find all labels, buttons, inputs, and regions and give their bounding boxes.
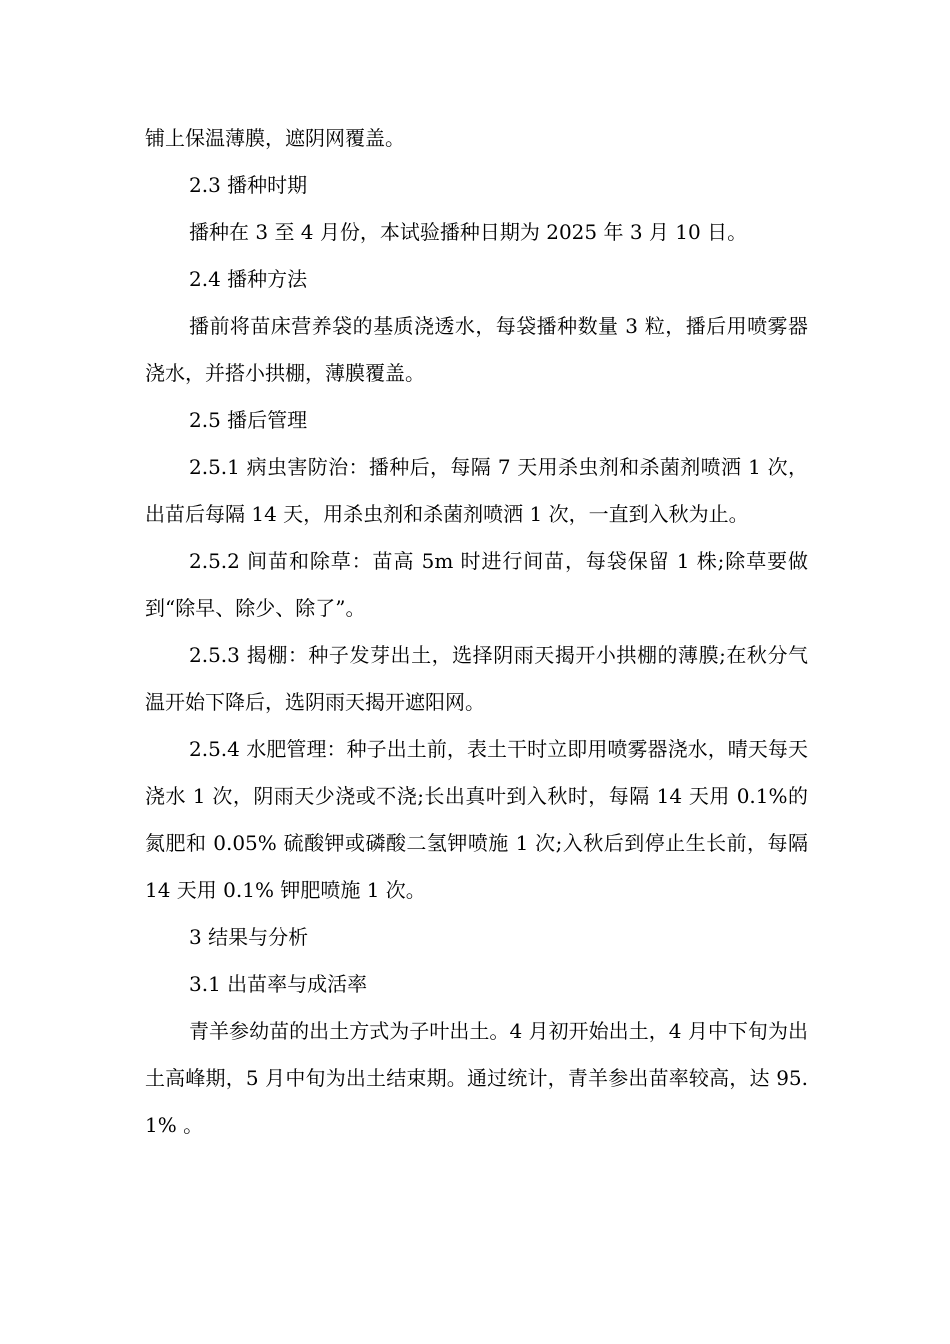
document-page xyxy=(145,115,808,1149)
paragraph-2-5-4: 2.5.4 水肥管理：种子出土前，表土干时立即用喷雾器浇水，晴天每天浇水 1 次，阴雨天少浇或不浇;长出真叶到入秋时，每隔 14 天用 0.1%的氮肥和 0.05% 硫酸钾或磷酸二氢钾喷施 1 次;入秋后到停止生长前，每隔 14 天用 0.1% 钾肥喷施 1 次。 xyxy=(145,737,808,902)
paragraph-sowing-time: 播种在 3 至 4 月份，本试验播种日期为 2025 年 3 月 10 日。 xyxy=(189,220,748,244)
heading-3: 3 结果与分析 xyxy=(189,925,309,949)
paragraph-2-5-3: 2.5.3 揭棚：种子发芽出土，选择阴雨天揭开小拱棚的薄膜;在秋分气温开始下降后，选阴雨天揭开遮阳网。 xyxy=(145,643,808,714)
paragraph-sowing-method: 播前将苗床营养袋的基质浇透水，每袋播种数量 3 粒，播后用喷雾器浇水，并搭小拱棚，薄膜覆盖。 xyxy=(145,314,808,385)
paragraph-emergence: 青羊参幼苗的出土方式为子叶出土。4 月初开始出土，4 月中下旬为出土高峰期，5 月中旬为出土结束期。通过统计，青羊参出苗率较高，达 95.1% 。 xyxy=(145,1019,808,1137)
paragraph-continuation: 铺上保温薄膜，遮阴网覆盖。 xyxy=(145,126,405,150)
paragraph-2-5-1: 2.5.1 病虫害防治：播种后，每隔 7 天用杀虫剂和杀菌剂喷洒 1 次，出苗后每隔 14 天，用杀虫剂和杀菌剂喷洒 1 次，一直到入秋为止。 xyxy=(145,455,808,526)
heading-2-4: 2.4 播种方法 xyxy=(189,267,308,291)
heading-2-3: 2.3 播种时期 xyxy=(189,173,308,197)
paragraph-2-5-2: 2.5.2 间苗和除草：苗高 5m 时进行间苗，每袋保留 1 株;除草要做到“除早、除少、除了”。 xyxy=(145,549,808,620)
heading-3-1: 3.1 出苗率与成活率 xyxy=(189,972,368,996)
heading-2-5: 2.5 播后管理 xyxy=(189,408,308,432)
